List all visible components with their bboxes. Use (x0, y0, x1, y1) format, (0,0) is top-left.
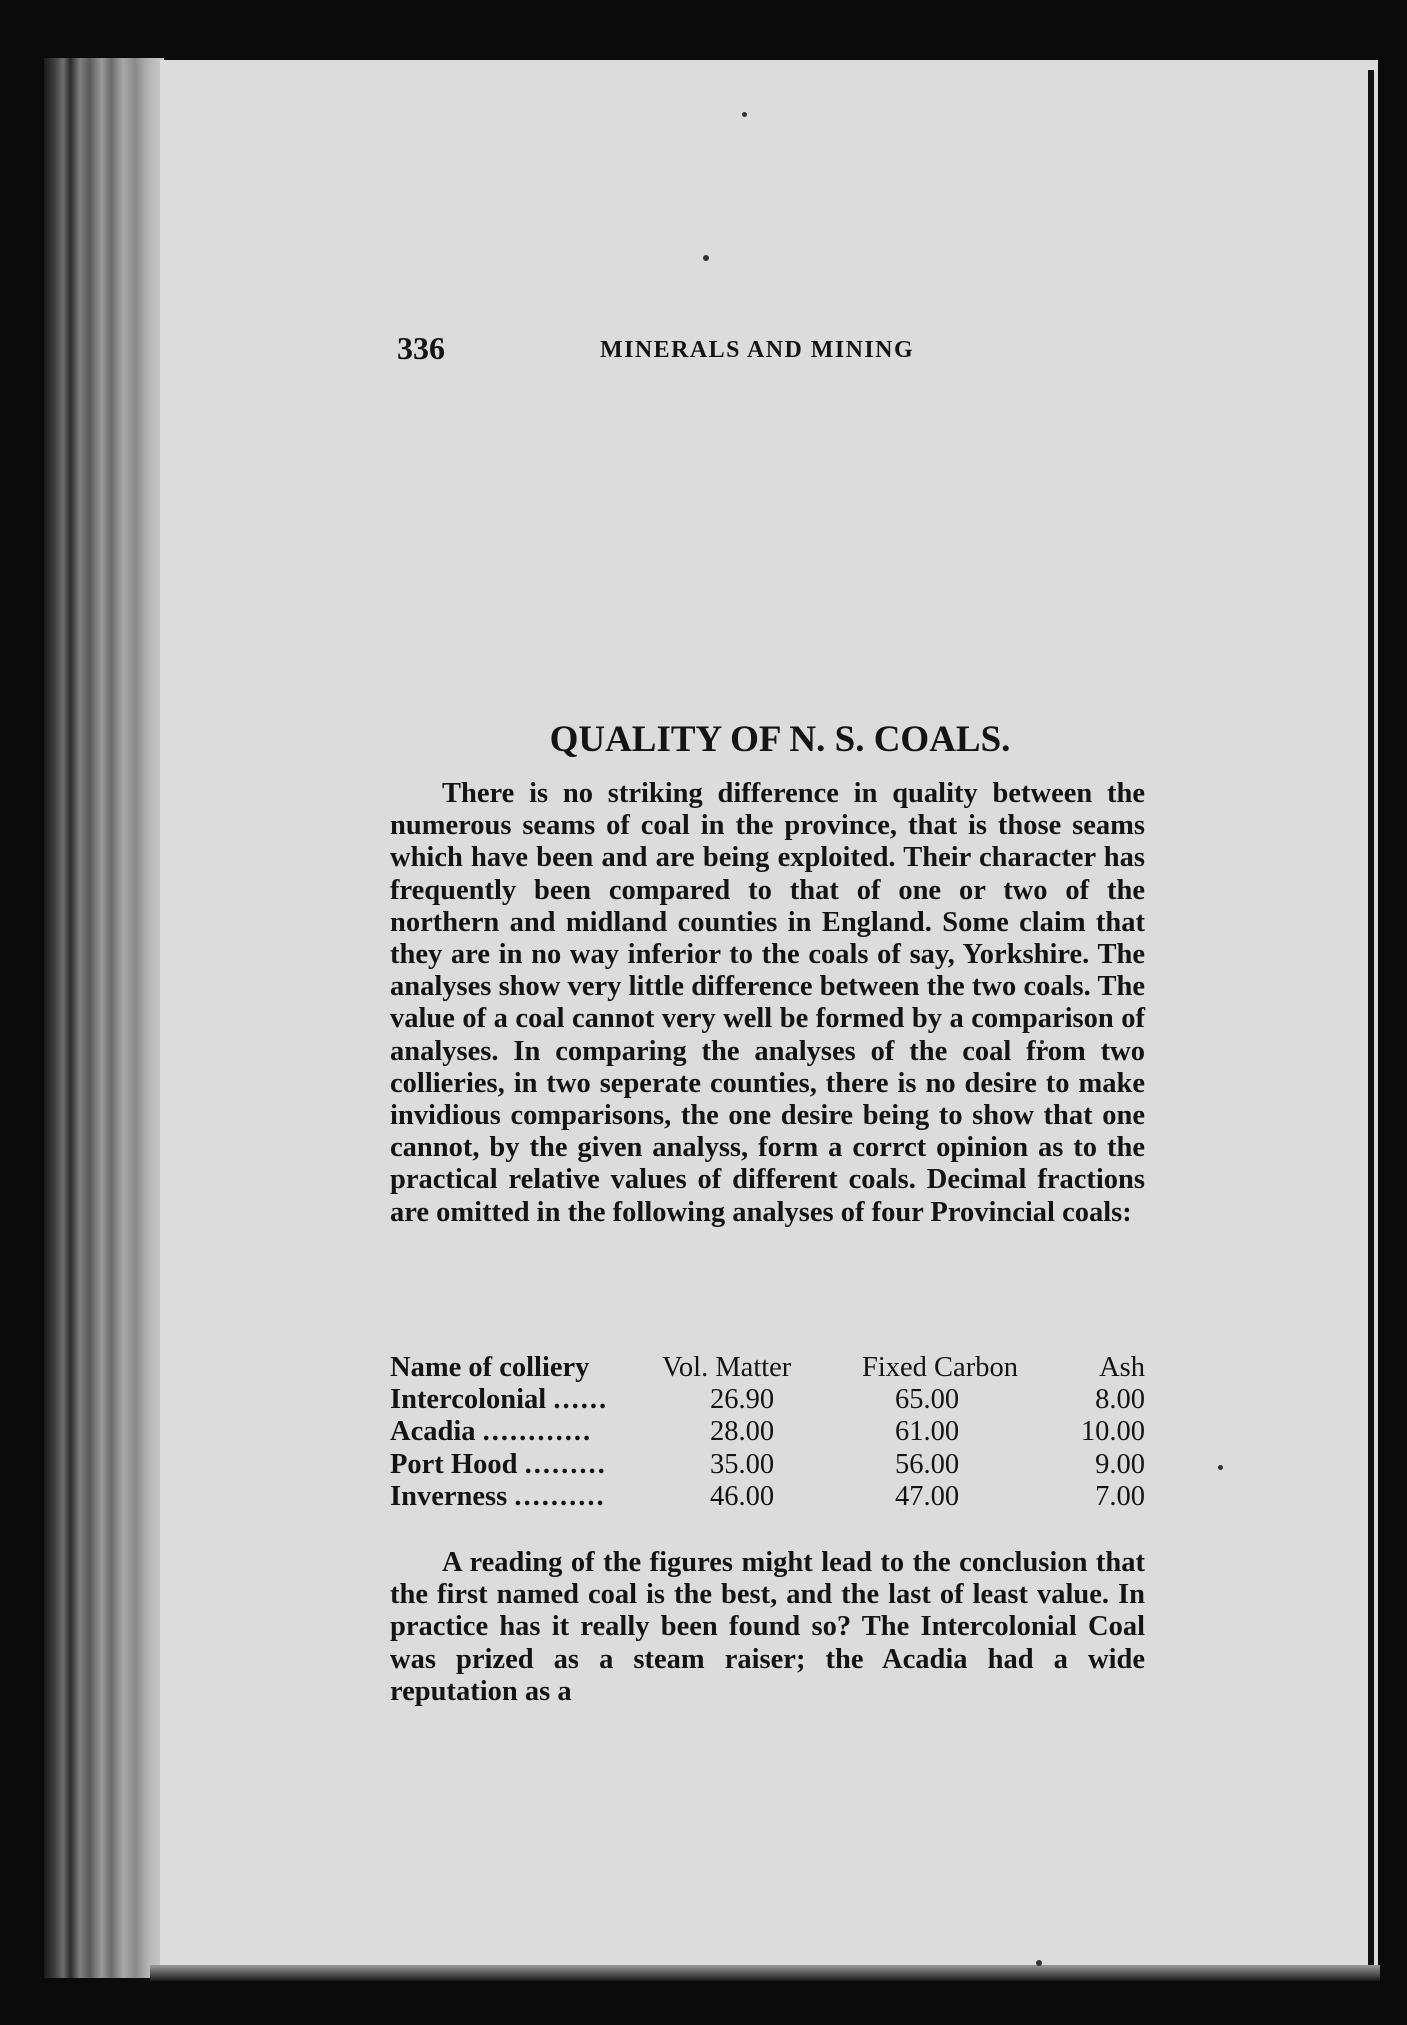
table-header-row (390, 1352, 1145, 1384)
running-head: MINERALS AND MINING (600, 337, 915, 363)
colliery-name: Inverness .......... (390, 1480, 606, 1512)
ash-value: 10.00 (1080, 1416, 1145, 1448)
colliery-name: Acadia ............ (390, 1416, 593, 1448)
vol-matter-value: 26.90 (710, 1384, 775, 1416)
ash-value: 8.00 (1095, 1384, 1145, 1416)
coal-analysis-table (390, 1352, 1145, 1513)
dust-speck (1218, 1465, 1223, 1470)
column-header-name: Name of colliery (390, 1352, 590, 1383)
table-row (390, 1481, 1145, 1513)
vol-matter-value: 46.00 (710, 1480, 775, 1512)
fixed-carbon-value: 61.00 (895, 1416, 960, 1448)
dust-speck (742, 112, 747, 117)
page-edge (1368, 70, 1374, 1970)
ash-value: 9.00 (1095, 1448, 1145, 1480)
colliery-name: Intercolonial ...... (390, 1384, 609, 1416)
dust-speck (703, 255, 709, 261)
body-paragraph: A reading of the figures might lead to the conclusion that the first named coal is the best, and the last of least value. In practice has it really been found so? The Intercolonial Coal was prized as a steam raiser; the Acadia had a wide reputation as a (390, 1547, 1145, 1707)
page-bottom-shadow (150, 1965, 1380, 1981)
fixed-carbon-value: 65.00 (895, 1384, 960, 1416)
table-row (390, 1384, 1145, 1416)
vol-matter-value: 28.00 (710, 1416, 775, 1448)
dust-speck (1036, 1960, 1042, 1966)
column-header-fixed-carbon: Fixed Carbon (862, 1352, 1018, 1383)
body-paragraph: There is no striking difference in quality between the numerous seams of coal in the province, that is those seams which have been and are being exploited. Their character has frequently been compared to that of one or two of the northern and midland counties in England. Some claim that they are in no way inferior to the coals of say, Yorkshire. The analyses show very little difference between the two coals. The value of a coal cannot very well be formed by a comparison of analyses. In comparing the analyses of the coal from two collieries, in two seperate counties, there is no desire to make invidious comparisons, the one desire being to show that one cannot, by the given analyss, form a corrct opinion as to the practical relative values of different coals. Decimal fractions are omitted in the following analyses of four Provincial coals: (390, 778, 1145, 1228)
vol-matter-value: 35.00 (710, 1448, 775, 1480)
table-row (390, 1416, 1145, 1448)
fixed-carbon-value: 56.00 (895, 1448, 960, 1480)
table-row (390, 1449, 1145, 1481)
section-title: QUALITY OF N. S. COALS. (549, 719, 1011, 760)
column-header-vol-matter: Vol. Matter (662, 1352, 792, 1383)
column-header-ash: Ash (1099, 1352, 1145, 1383)
ash-value: 7.00 (1095, 1480, 1145, 1512)
fixed-carbon-value: 47.00 (895, 1480, 960, 1512)
book-spine (44, 58, 164, 1978)
colliery-name: Port Hood ......... (390, 1448, 607, 1480)
page-number: 336 (397, 330, 445, 366)
